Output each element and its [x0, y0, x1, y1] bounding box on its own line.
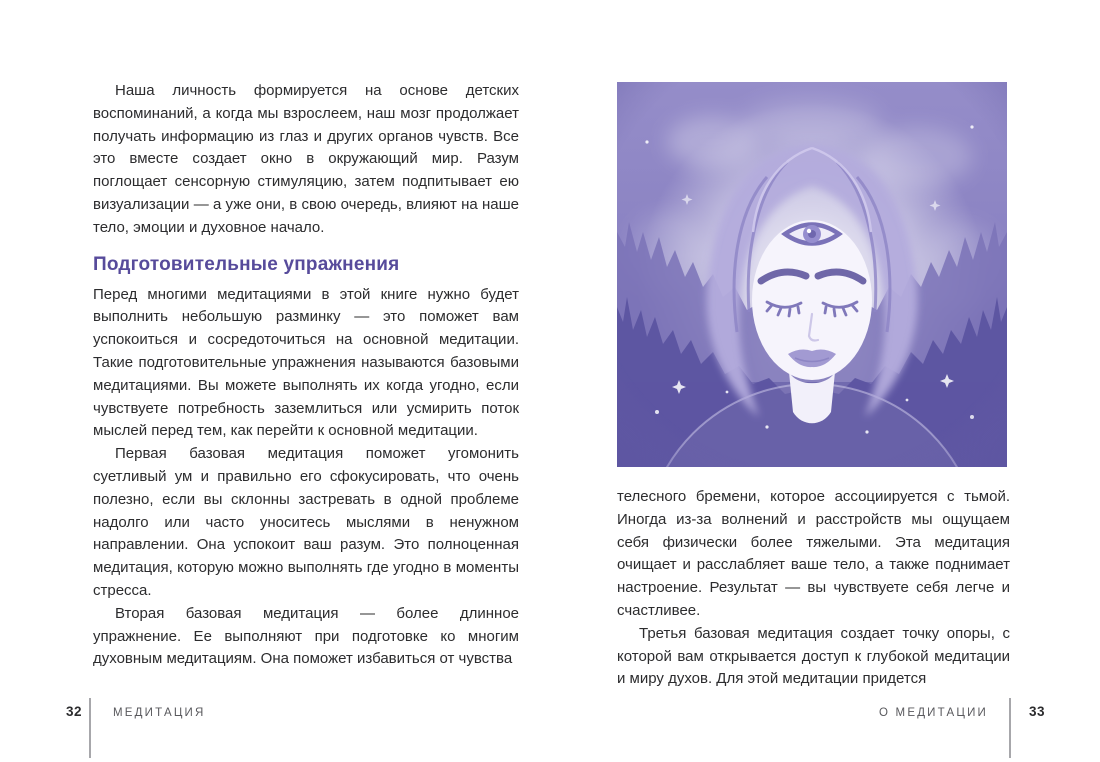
paragraph-continuation: телесного бремени, которое ассоциируется с тьмой. Иногда из-за волнений и расстройств мы ощущаем себя физически более тяжелыми. Эта медитация очищает и расслабляет ваше тело, а также поднимает настроение. Результат — вы чувствуете себя легче и счастливее.	[617, 488, 1010, 619]
footer-divider-left	[89, 698, 91, 758]
running-title-left: МЕДИТАЦИЯ	[113, 707, 206, 719]
right-page-text-column	[617, 486, 1010, 691]
footer-divider-right	[1009, 698, 1011, 758]
running-title-right: О МЕДИТАЦИИ	[879, 707, 988, 719]
left-page-text-column	[93, 80, 519, 671]
page-number-right: 33	[1029, 704, 1046, 719]
page-number-left: 32	[65, 704, 82, 719]
third-eye-illustration-svg	[617, 82, 1007, 467]
paragraph-second-meditation: Вторая базовая медитация — более длинное упражнение. Ее выполняют при подготовке ко многим духовным медитациям. Она поможет избавиться от чувства	[93, 604, 519, 668]
paragraph-first-meditation: Первая базовая медитация поможет угомонить суетливый ум и правильно его сфокусировать, что очень полезно, если вы склонны застревать в одной проблеме надолго или часто уноситесь мыслями в ненужном направлении. Она успокоит ваш разум. Это полноценная медитация, которую можно выполнять где угодно в моменты стресса.	[93, 445, 519, 599]
section-heading: Подготовительные упражнения	[93, 253, 400, 275]
paragraph-intro: Наша личность формируется на основе детских воспоминаний, а когда мы взрослеем, наш мозг продолжает получать информацию из глаз и других органов чувств. Все это вместе создает окно в окружающий мир. Разум поглощает сенсорную стимуляцию, затем подпитывает ею визуализации — а уже они, в свою очередь, влияют на наше тело, эмоции и духовное начало.	[93, 82, 519, 236]
paragraph-basic-meditations: Перед многими медитациями в этой книге нужно будет выполнить небольшую разминку — это поможет вам успокоиться и сосредоточиться на основной медитации. Такие подготовительные упражнения называются базовыми медитациями. Вы можете выполнять их когда угодно, если чувствуете потребность заземлиться или усмирить поток мыслей перед тем, как перейти к основной медитации.	[93, 285, 519, 440]
third-eye-meditation-illustration	[617, 82, 1007, 467]
paragraph-third-meditation: Третья базовая медитация создает точку опоры, с которой вам открывается доступ к глубокой медитации и миру духов. Для этой медитации придется	[617, 624, 1010, 688]
vignette-overlay	[617, 82, 1007, 467]
